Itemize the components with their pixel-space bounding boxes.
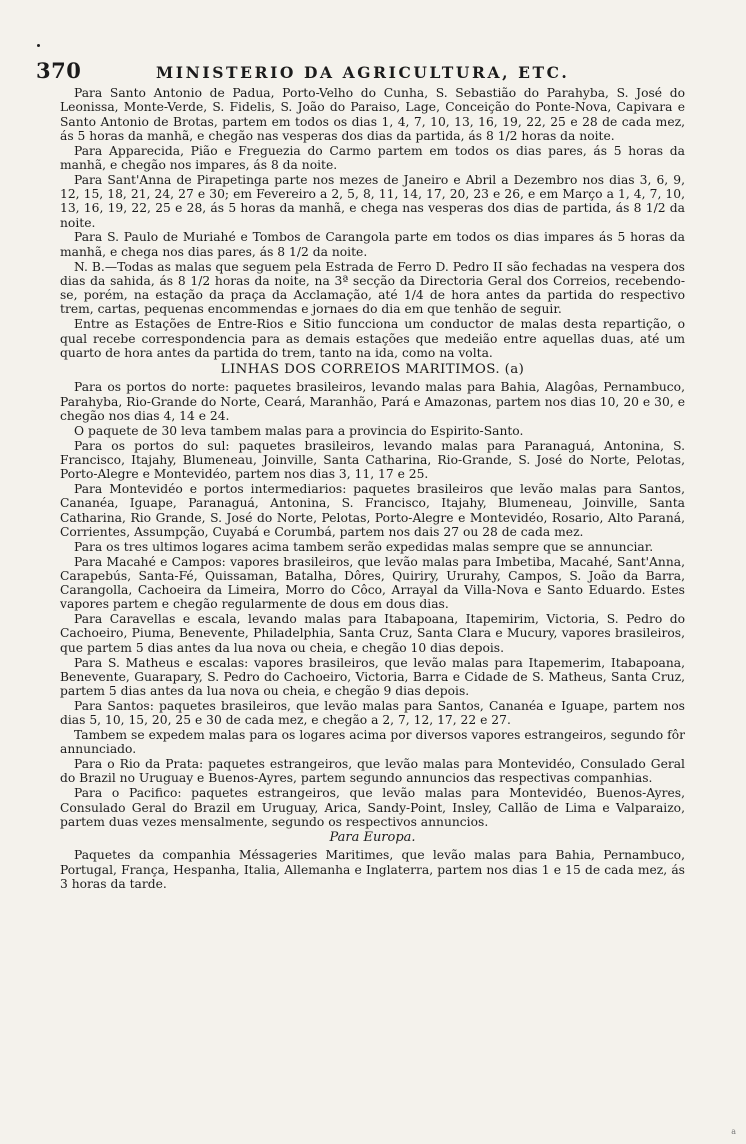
page-header	[36, 58, 684, 84]
paragraph: Para os portos do sul: paquetes brasileiros, levando malas para Paranaguá, Antonina, S. Francisco, Itajahy, Blumeneau, Joinville, Santa Catharina, Rio-Grande, S. José do Norte, Pelotas, Porto-Alegre e Montevidéo, partem nos dias 3, 11, 17 e 25.	[60, 438, 685, 482]
paragraph: Para Apparecida, Pião e Freguezia do Carmo partem em todos os dias pares, ás 5 horas da manhã, e chegão nos impares, ás 8 da noite.	[60, 143, 685, 172]
paragraph: Para o Rio da Prata: paquetes estrangeiros, que levão malas para Montevidéo, Consulado Geral do Brazil no Uruguay e Buenos-Ayres, partem segundo annuncios das respectivas companhias.	[60, 757, 685, 786]
page-body	[60, 86, 685, 892]
running-title: MINISTERIO DA AGRICULTURA, ETC.	[156, 63, 570, 82]
paragraph: Para os tres ultimos logares acima tambem serão expedidas malas sempre que se annunciar.	[74, 539, 654, 554]
margin-dot	[37, 44, 40, 47]
page-number: 370	[36, 58, 82, 83]
paragraph: Para S. Paulo de Muriahé e Tombos de Carangola parte em todos os dias impares ás 5 horas da manhã, e chega nos dias pares, ás 8 1/2 da noite.	[60, 230, 685, 259]
paragraph: Para Sant'Anna de Pirapetinga parte nos mezes de Janeiro e Abril a Dezembro nos dias 3, 6, 9, 12, 15, 18, 21, 24, 27 e 30; em Fevereiro a 2, 5, 8, 11, 14, 17, 20, 23 e 26, e em Março a 1, 4, 7, 10, 13, 16, 19, 22, 25 e 28, ás 5 horas da manhã, e chega nas vesperas dos dias de partida, ás 8 1/2 da noite.	[60, 172, 685, 230]
paragraph: Para os portos do norte: paquetes brasileiros, levando malas para Bahia, Alagôas, Pernambuco, Parahyba, Rio-Grande do Norte, Ceará, Maranhão, Pará e Amazonas, partem nos dias 10, 20 e 30, e chegão nos dias 4, 14 e 24.	[60, 380, 685, 424]
paragraph: Para Santo Antonio de Padua, Porto-Velho do Cunha, S. Sebastião do Parahyba, S. José do Leonissa, Monte-Verde, S. Fidelis, S. João do Paraiso, Lage, Conceição do Ponte-Nova, Capivara e Santo Antonio de Brotas, partem em todos os dias 1, 4, 7, 10, 13, 16, 19, 22, 25 e 28 de cada mez, ás 5 horas da manhã, e chegão nas vesperas dos dias da partida, ás 8 1/2 horas da noite.	[60, 86, 685, 143]
section-title: LINHAS DOS CORREIOS MARITIMOS. (a)	[220, 362, 525, 378]
paragraph: Entre as Estações de Entre-Rios e Sitio funcciona um conductor de malas desta repartição, o qual recebe correspondencia para as demais estações que medeião entre aquellas duas, até um quarto de hora antes da partida do trem, tanto na ida, como na volta.	[60, 317, 685, 360]
paragraph: Paquetes da companhia Méssageries Maritimes, que levão malas para Bahia, Pernambuco, Portugal, França, Hespanha, Italia, Allemanha e Inglaterra, partem nos dias 1 e 15 de cada mez, ás 3 horas da tarde.	[60, 848, 685, 892]
paragraph: Para Macahé e Campos: vapores brasileiros, que levão malas para Imbetiba, Macahé, Sant'Anna, Carapebús, Santa-Fé, Quissaman, Batalha, Dôres, Quiriry, Ururahy, Campos, S. João da Barra, Carangolla, Cachoeira da Limeira, Morro do Côco, Arrayal da Villa-Nova e Santo Eduardo. Estes vapores partem e chegão regularmente de dous em dous dias.	[60, 554, 685, 612]
paragraph: Para Montevidéo e portos intermediarios: paquetes brasileiros que levão malas para Santos, Cananéa, Iguape, Paranaguá, Antonina, S. Francisco, Itajahy, Blumeneau, Joinville, Santa Catharina, Rio Grande, S. José do Norte, Pelotas, Porto-Alegre e Montevidéo, Rosario, Alto Paraná, Corrientes, Assumpção, Cuyabá e Corumbá, partem nos dais 27 ou 28 de cada mez.	[60, 482, 685, 539]
paragraph: Para o Pacifico: paquetes estrangeiros, que levão malas para Montevidéo, Buenos-Ayres, Consulado Geral do Brazil em Uruguay, Arica, Sandy-Point, Insley, Callão de Lima e Valparaizo, partem duas vezes mensalmente, segundo os respectivos annuncios.	[60, 786, 685, 829]
paragraph: Para Caravellas e escala, levando malas para Itabapoana, Itapemirim, Victoria, S. Pedro do Cachoeiro, Piuma, Benevente, Philadelphia, Santa Cruz, Santa Clara e Mucury, vapores brasileiros, que partem 5 dias antes da lua nova ou cheia, e chegão 10 dias depois.	[60, 612, 685, 655]
subsection-title: Para Europa.	[329, 830, 416, 846]
paragraph: O paquete de 30 leva tambem malas para a provincia do Espirito-Santo.	[74, 423, 524, 438]
paragraph: Para Santos: paquetes brasileiros, que levão malas para Santos, Cananéa e Iguape, partem nos dias 5, 10, 15, 20, 25 e 30 de cada mez, e chegão a 2, 7, 12, 17, 22 e 27.	[60, 698, 685, 728]
paragraph: Para S. Matheus e escalas: vapores brasileiros, que levão malas para Itapemerim, Itabapoana, Benevente, Guarapary, S. Pedro do Cachoeiro, Victoria, Barra e Cidade de S. Matheus, Santa Cruz, partem 5 dias antes da lua nova ou cheia, e chegão 9 dias depois.	[60, 655, 685, 699]
paragraph: Tambem se expedem malas para os logares acima por diversos vapores estrangeiros, segundo fôr annunciado.	[60, 728, 685, 757]
corner-mark: a	[731, 1127, 736, 1136]
paragraph: N. B.—Todas as malas que seguem pela Estrada de Ferro D. Pedro II são fechadas na vespera dos dias da sahida, ás 8 1/2 horas da noite, na 3ª secção da Directoria Geral dos Correios, recebendo-se, porém, na estação da praça da Acclamação, até 1/4 de hora antes da partida do respectivo trem, cartas, pequenas encommendas e jornaes do dia em que tenhão de seguir.	[60, 259, 685, 317]
